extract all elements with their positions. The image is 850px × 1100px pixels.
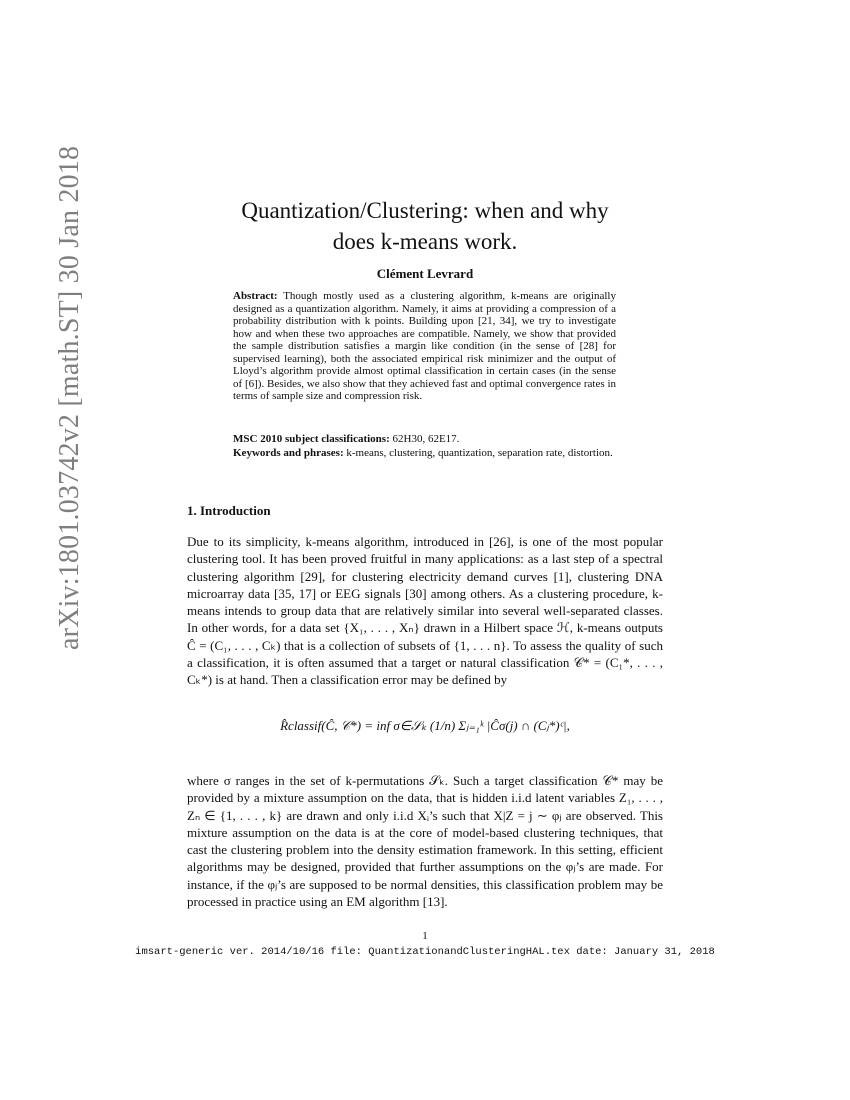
intro-paragraph-1: Due to its simplicity, k-means algorithm, introduced in [26], is one of the most popular clustering tool. It has been proved fruitful in many applications: as a last step of a spectral clustering algorithm [29], for clustering electricity demand curves [1], clustering DNA microarray data [35, 17] or EEG signals [30] among others. As a clustering procedure, k-means intends to group data that are relatively similar into several well-separated classes. In other words, for a data set {X₁, . . . , Xₙ} drawn in a Hilbert space ℋ, k-means outputs Ĉ = (C₁, . . . , Cₖ) that is a collection of subsets of {1, . . . n}. To assess the quality of such a classification, it is often assumed that a target or natural classification 𝒞* = (C₁*, . . . , Cₖ*) is at hand. Then a classification error may be defined by	[187, 534, 663, 688]
keywords-label: Keywords and phrases:	[233, 447, 344, 459]
abstract-label: Abstract:	[233, 290, 278, 302]
msc-value: 62H30, 62E17.	[392, 433, 460, 445]
intro-paragraph-2: where σ ranges in the set of k-permutations 𝒮ₖ. Such a target classification 𝒞* may be provided by a mixture assumption on the data, that is hidden i.i.d latent variables Z₁, . . . , Zₙ ∈ {1, . . . , k} are drawn and only i.i.d Xᵢ’s such that X|Z = j ∼ φⱼ are observed. This mixture assumption on the data is at the core of model-based clustering techniques, that cast the clustering problem into the density estimation framework. In this setting, efficient algorithms may be designed, provided that further assumptions on the φⱼ’s are made. For instance, if the φⱼ’s are supposed to be normal densities, this classification problem may be processed in practice using an EM algorithm [13].	[187, 773, 663, 910]
page-number: 1	[422, 930, 428, 942]
paper-title	[150, 195, 700, 257]
keywords-value: k-means, clustering, quantization, separation rate, distortion.	[346, 447, 613, 459]
title-line-1: Quantization/Clustering: when and why	[241, 198, 609, 223]
msc-classification	[233, 433, 616, 446]
section-heading-introduction: 1. Introduction	[187, 503, 271, 518]
abstract	[233, 290, 616, 403]
abstract-text: Though mostly used as a clustering algorithm, k-means are originally designed as a quantization algorithm. Namely, it aims at providing a compression of a probability distribution with k points. Building upon [21, 34], we try to investigate how and when these two approaches are compatible. Namely, we show that provided the sample distribution satisfies a margin like condition (in the sense of [28] for supervised learning), both the associated empirical risk minimizer and the output of Lloyd’s algorithm provide almost optimal classification in certain cases (in the sense of [6]). Besides, we also show that they achieved fast and optimal convergence rates in terms of sample size and compression risk.	[233, 290, 616, 402]
arxiv-stamp	[18, 145, 85, 650]
msc-label: MSC 2010 subject classifications:	[233, 433, 390, 445]
classification-error-equation: R̂classif(Ĉ, 𝒞*) = inf σ∈𝒮ₖ (1/n) Σⱼ₌₁ᵏ |Ĉσ(j) ∩ (Cⱼ*)ᶜ|,	[280, 718, 570, 733]
keywords	[233, 447, 616, 460]
title-line-2: does k-means work.	[332, 229, 518, 254]
author-name: Clément Levrard	[376, 266, 474, 281]
footer-metadata: imsart-generic ver. 2014/10/16 file: QuantizationandClusteringHAL.tex date: January 31, 2018	[135, 946, 715, 958]
arxiv-identifier: arXiv:1801.03742v2 [math.ST] 30 Jan 2018	[54, 145, 85, 650]
